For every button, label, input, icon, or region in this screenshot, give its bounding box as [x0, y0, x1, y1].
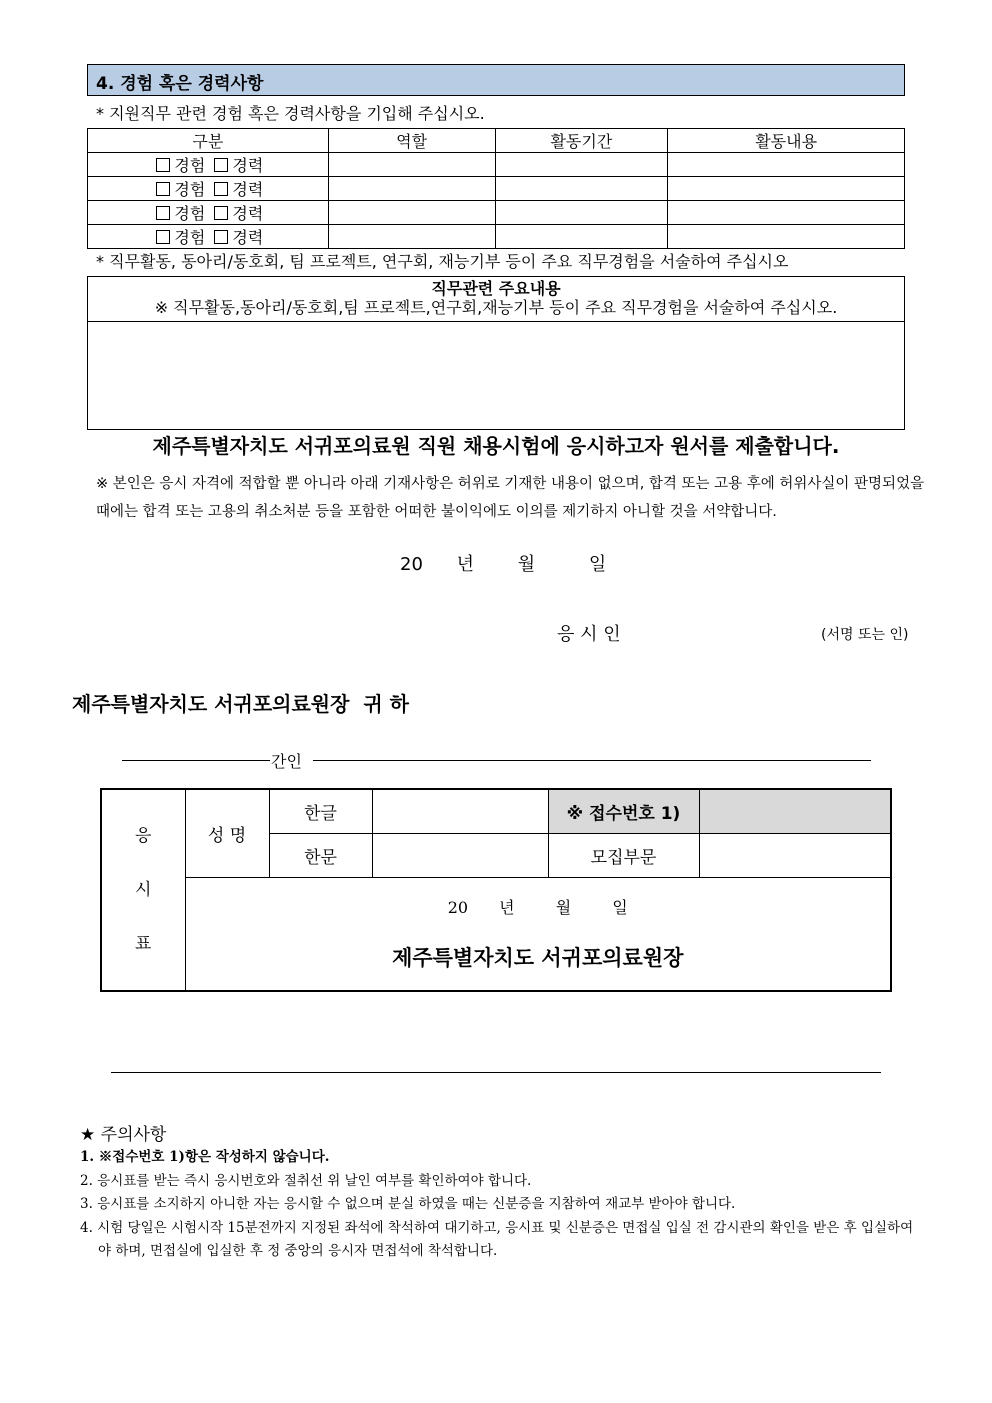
recruit-dept-field[interactable]	[699, 833, 891, 877]
content-cell[interactable]	[668, 177, 905, 201]
list-item: 3. 응시표를 소지하지 아니한 자는 응시할 수 없으며 분실 하였을 때는 신분증을 지참하여 재교부 받아야 합니다.	[80, 1196, 736, 1212]
duty-writing-area[interactable]	[88, 322, 904, 432]
ticket-footer	[185, 877, 891, 991]
career-checkbox[interactable]	[214, 206, 228, 220]
admission-ticket	[100, 788, 892, 992]
header-role: 역할	[328, 129, 495, 153]
experience-label: 경험	[174, 156, 206, 175]
date-year: 20	[400, 554, 423, 575]
category-cell	[88, 201, 329, 225]
career-checkbox[interactable]	[214, 182, 228, 196]
pledge-text: ※ 본인은 응시 자격에 적합할 뿐 아니라 아래 기재사항은 허위로 기재한 내용이 없으며, 합격 또는 고용 후에 허위사실이 판명되었을 때에는 합격 또는 고용의 취소처분 등을 포함한 어떠한 불이익에도 이의를 제기하지 아니할 것을 서약합니다.	[96, 476, 925, 520]
experience-checkbox[interactable]	[156, 206, 170, 220]
section-note: * 지원직무 관련 경험 혹은 경력사항을 기입해 주십시오.	[96, 104, 485, 123]
period-cell[interactable]	[495, 153, 668, 177]
table-row	[88, 201, 905, 225]
hanja-label: 한문	[269, 833, 372, 877]
caution-list	[80, 1146, 925, 1264]
recipient: 제주특별자치도 서귀포의료원장 귀 하	[72, 692, 409, 716]
period-cell[interactable]	[495, 201, 668, 225]
duty-title: 직무관련 주요내용	[431, 279, 561, 298]
duty-header	[88, 279, 904, 322]
experience-checkbox[interactable]	[156, 182, 170, 196]
header-period: 활동기간	[495, 129, 668, 153]
date-day-unit: 일	[588, 554, 607, 575]
ticket-side-char: 표	[135, 934, 152, 954]
experience-label: 경험	[174, 228, 206, 247]
ticket-date-month-unit: 월	[555, 898, 572, 918]
category-cell	[88, 153, 329, 177]
recruit-dept-label: 모집부문	[548, 833, 699, 877]
hangul-label: 한글	[269, 789, 372, 833]
header-content: 활동내용	[668, 129, 905, 153]
content-cell[interactable]	[668, 225, 905, 249]
receipt-number-field	[699, 789, 891, 833]
date-month-unit: 월	[517, 554, 536, 575]
table-row	[88, 177, 905, 201]
experience-table	[87, 128, 905, 249]
ticket-side-label	[101, 789, 185, 991]
career-label: 경력	[232, 228, 264, 247]
section-title: 4. 경험 혹은 경력사항	[87, 64, 905, 96]
ticket-issuer: 제주특별자치도 서귀포의료원장	[392, 946, 684, 971]
caution-title: ★ 주의사항	[80, 1125, 167, 1145]
hanja-name-field[interactable]	[372, 833, 548, 877]
list-item: 2. 응시표를 받는 즉시 응시번호와 절취선 위 날인 여부를 확인하여야 합니다.	[80, 1172, 532, 1189]
role-cell[interactable]	[328, 177, 495, 201]
duty-box	[87, 276, 905, 430]
table-row	[88, 153, 905, 177]
career-label: 경력	[232, 156, 264, 175]
ticket-date-year-unit: 년	[499, 898, 515, 918]
period-cell[interactable]	[495, 225, 668, 249]
ticket-side-char: 시	[135, 880, 152, 900]
experience-checkbox[interactable]	[156, 158, 170, 172]
signature-hint: (서명 또는 인)	[821, 627, 909, 643]
experience-label: 경험	[174, 180, 206, 199]
career-label: 경력	[232, 204, 264, 223]
hangul-name-field[interactable]	[372, 789, 548, 833]
duty-instruction: ※ 직무활동,동아리/동호회,팀 프로젝트,연구회,재능기부 등이 주요 직무경험을 서술하여 주십시오.	[154, 298, 838, 317]
name-label: 성 명	[185, 789, 269, 877]
header-category: 구분	[88, 129, 329, 153]
ticket-date	[186, 895, 891, 918]
career-label: 경력	[232, 180, 264, 199]
category-cell	[88, 177, 329, 201]
content-cell[interactable]	[668, 153, 905, 177]
experience-label: 경험	[174, 204, 206, 223]
table-row	[88, 225, 905, 249]
career-checkbox[interactable]	[214, 158, 228, 172]
ticket-side-char: 응	[135, 826, 152, 846]
duty-note: * 직무활동, 동아리/동호회, 팀 프로젝트, 연구회, 재능기부 등이 주요 직무경험을 서술하여 주십시오	[96, 252, 789, 271]
role-cell[interactable]	[328, 153, 495, 177]
ticket-date-day-unit: 일	[612, 898, 628, 918]
career-checkbox[interactable]	[214, 230, 228, 244]
cut-line-right	[313, 760, 871, 761]
ticket-date-year: 20	[447, 898, 469, 918]
receipt-number-label: ※ 접수번호 1)	[548, 789, 699, 833]
table-header-row	[88, 129, 905, 153]
date-year-unit: 년	[456, 554, 475, 575]
experience-checkbox[interactable]	[156, 230, 170, 244]
applicant-label: 응 시 인	[557, 624, 621, 645]
cut-line-left	[122, 760, 270, 761]
role-cell[interactable]	[328, 225, 495, 249]
content-cell[interactable]	[668, 201, 905, 225]
role-cell[interactable]	[328, 201, 495, 225]
application-date	[400, 550, 606, 576]
period-cell[interactable]	[495, 177, 668, 201]
list-item: 4. 시험 당일은 시험시작 15분전까지 지정된 좌석에 착석하여 대기하고, 응시표 및 신분증은 면접실 입실 전 감시관의 확인을 받은 후 입실하여야 하며, 면접실에 입실한 후 정 중앙의 응시자 면접석에 착석합니다.	[80, 1219, 914, 1259]
category-cell	[88, 225, 329, 249]
cut-label: 간인	[271, 752, 302, 771]
cut-line-bottom	[111, 1072, 881, 1073]
list-item: 1. ※접수번호 1)항은 작성하지 않습니다.	[80, 1149, 330, 1165]
pledge-title: 제주특별자치도 서귀포의료원 직원 채용시험에 응시하고자 원서를 제출합니다.	[152, 434, 840, 458]
